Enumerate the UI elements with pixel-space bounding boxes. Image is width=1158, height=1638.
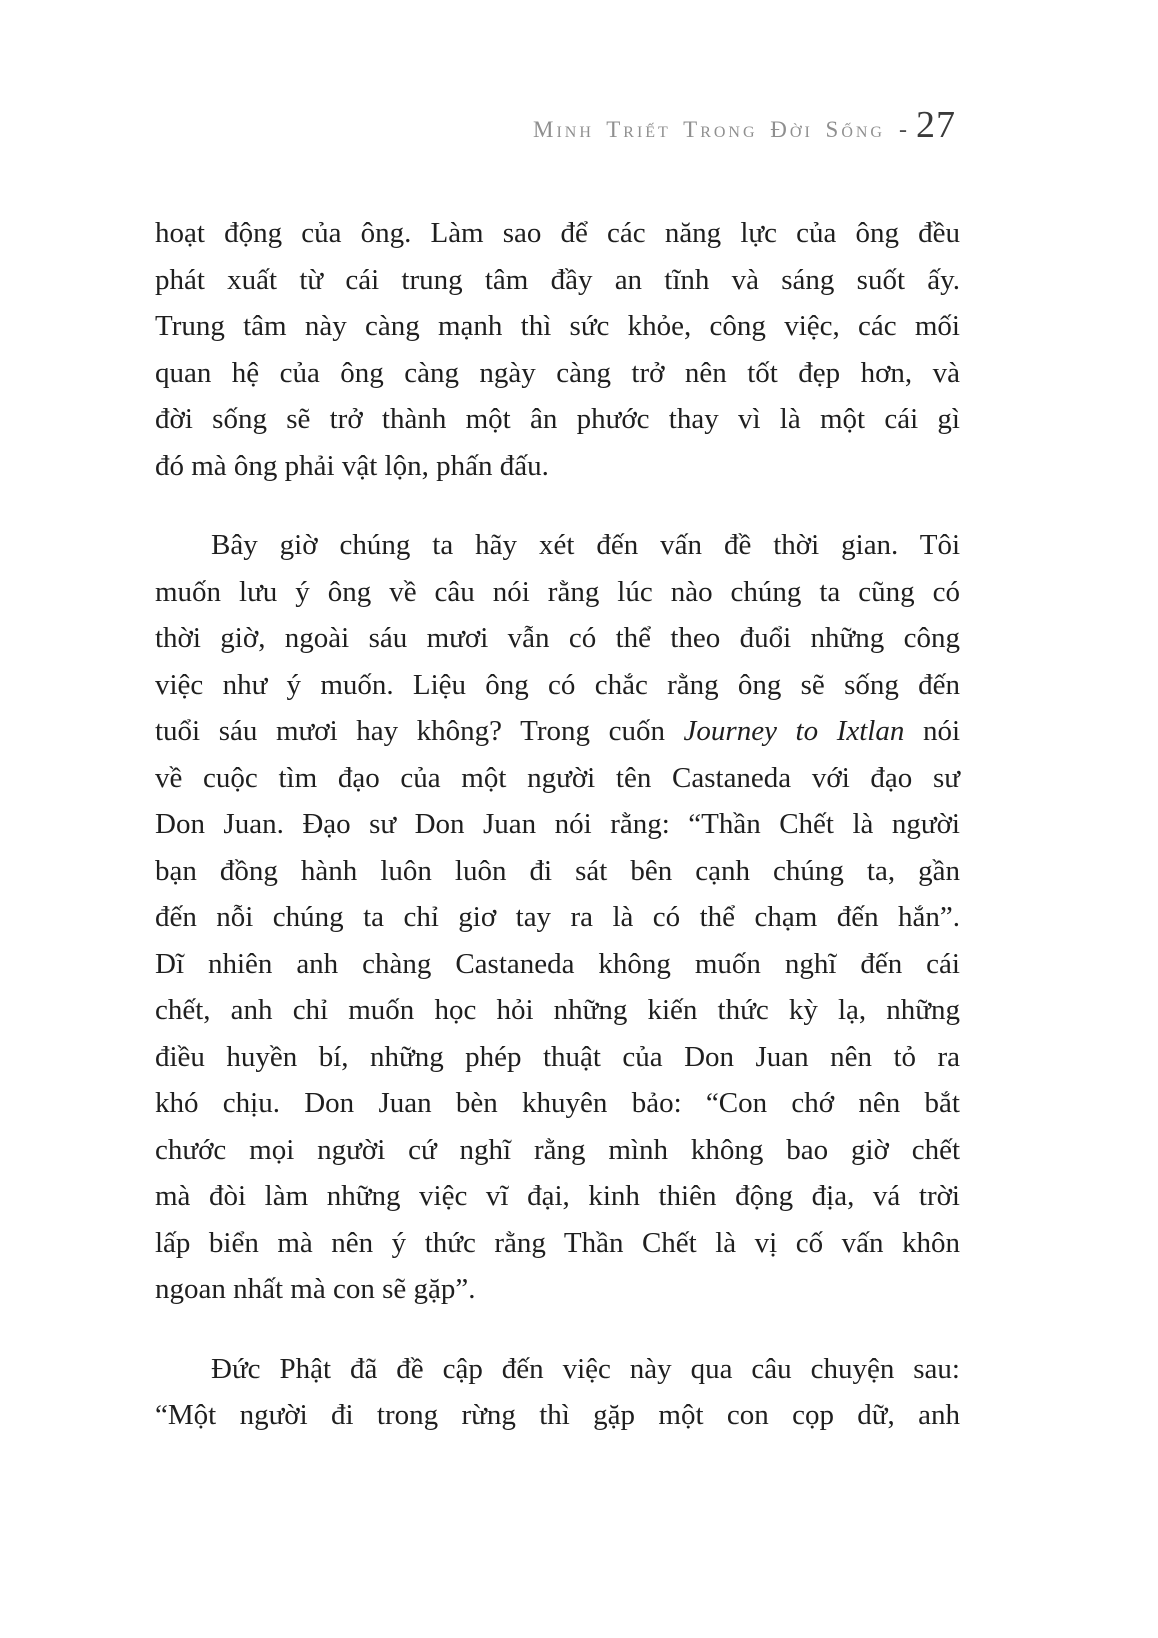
text-line [155, 1346, 960, 1393]
text-line [155, 708, 960, 755]
text-segment: quan hệ của ông càng ngày càng trở nên tốt đẹp hơn, và [155, 356, 960, 389]
paragraph [155, 522, 960, 1313]
text-segment: đến nỗi chúng ta chỉ giơ tay ra là có thể chạm đến hắn”. [155, 901, 960, 933]
paragraph [155, 210, 960, 489]
text-segment: phát xuất từ cái trung tâm đầy an tĩnh và sáng suốt ấy. [155, 263, 960, 296]
text-line [155, 1127, 960, 1174]
text-line [155, 1034, 960, 1081]
text-line [155, 1220, 960, 1267]
text-line [155, 1392, 960, 1439]
text-segment: “Một người đi trong rừng thì gặp một con cọp dữ, anh [155, 1399, 960, 1431]
page-number: 27 [916, 104, 956, 146]
text-line [155, 443, 960, 490]
text-segment: ngoan nhất mà con sẽ gặp”. [155, 1273, 476, 1305]
text-segment: Trung tâm này càng mạnh thì sức khỏe, công việc, các mối [155, 310, 960, 342]
text-line [155, 662, 960, 709]
text-segment: Đức Phật đã đề cập đến việc này qua câu chuyện sau: [211, 1352, 960, 1385]
text-segment: chước mọi người cứ nghĩ rằng mình không bao giờ chết [155, 1133, 960, 1166]
text-segment: mà đòi làm những việc vĩ đại, kinh thiên động địa, vá trời [155, 1180, 960, 1212]
text-segment: đời sống sẽ trở thành một ân phước thay vì là một cái gì [155, 403, 960, 435]
text-line [155, 303, 960, 350]
text-line [155, 755, 960, 802]
text-segment: đó mà ông phải vật lộn, phấn đấu. [155, 449, 549, 482]
text-line [155, 894, 960, 941]
text-segment: hoạt động của ông. Làm sao để các năng lực của ông đều [155, 217, 960, 249]
text-segment-italic: Journey to Ixtlan [683, 715, 905, 747]
text-segment: khó chịu. Don Juan bèn khuyên bảo: “Con chớ nên bắt [155, 1087, 960, 1119]
text-line [155, 987, 960, 1034]
text-segment: chết, anh chỉ muốn học hỏi những kiến thức kỳ lạ, những [155, 994, 960, 1026]
text-line [155, 801, 960, 848]
text-line [155, 210, 960, 257]
running-header-separator: - [899, 117, 907, 143]
text-line [155, 1173, 960, 1220]
text-line [155, 848, 960, 895]
text-segment: Dĩ nhiên anh chàng Castaneda không muốn nghĩ đến cái [155, 947, 960, 980]
text-segment: nói [904, 715, 960, 747]
text-segment: thời giờ, ngoài sáu mươi vẫn có thể theo đuổi những công [155, 622, 960, 654]
text-line [155, 1266, 960, 1313]
paragraph [155, 1346, 960, 1439]
text-segment: điều huyền bí, những phép thuật của Don Juan nên tỏ ra [155, 1040, 960, 1073]
text-line [155, 350, 960, 397]
text-segment: việc như ý muốn. Liệu ông có chắc rằng ông sẽ sống đến [155, 668, 960, 701]
text-line [155, 615, 960, 662]
text-line [155, 396, 960, 443]
text-segment: tuổi sáu mươi hay không? Trong cuốn [155, 715, 684, 747]
text-segment: muốn lưu ý ông về câu nói rằng lúc nào chúng ta cũng có [155, 575, 960, 608]
text-line [155, 522, 960, 569]
text-segment: Don Juan. Đạo sư Don Juan nói rằng: “Thần Chết là người [155, 808, 960, 840]
text-line [155, 257, 960, 304]
text-line [155, 941, 960, 988]
text-segment: Bây giờ chúng ta hãy xét đến vấn đề thời gian. Tôi [211, 529, 960, 561]
text-segment: lấp biển mà nên ý thức rằng Thần Chết là vị cố vấn khôn [155, 1226, 960, 1259]
text-segment: bạn đồng hành luôn luôn đi sát bên cạnh chúng ta, gần [155, 854, 960, 887]
text-segment: về cuộc tìm đạo của một người tên Castaneda với đạo sư [155, 761, 960, 794]
running-header [533, 103, 956, 147]
text-line [155, 1080, 960, 1127]
page-body [155, 210, 960, 1472]
text-line [155, 569, 960, 616]
running-header-title: Minh Triết Trong Đời Sống [533, 117, 885, 142]
